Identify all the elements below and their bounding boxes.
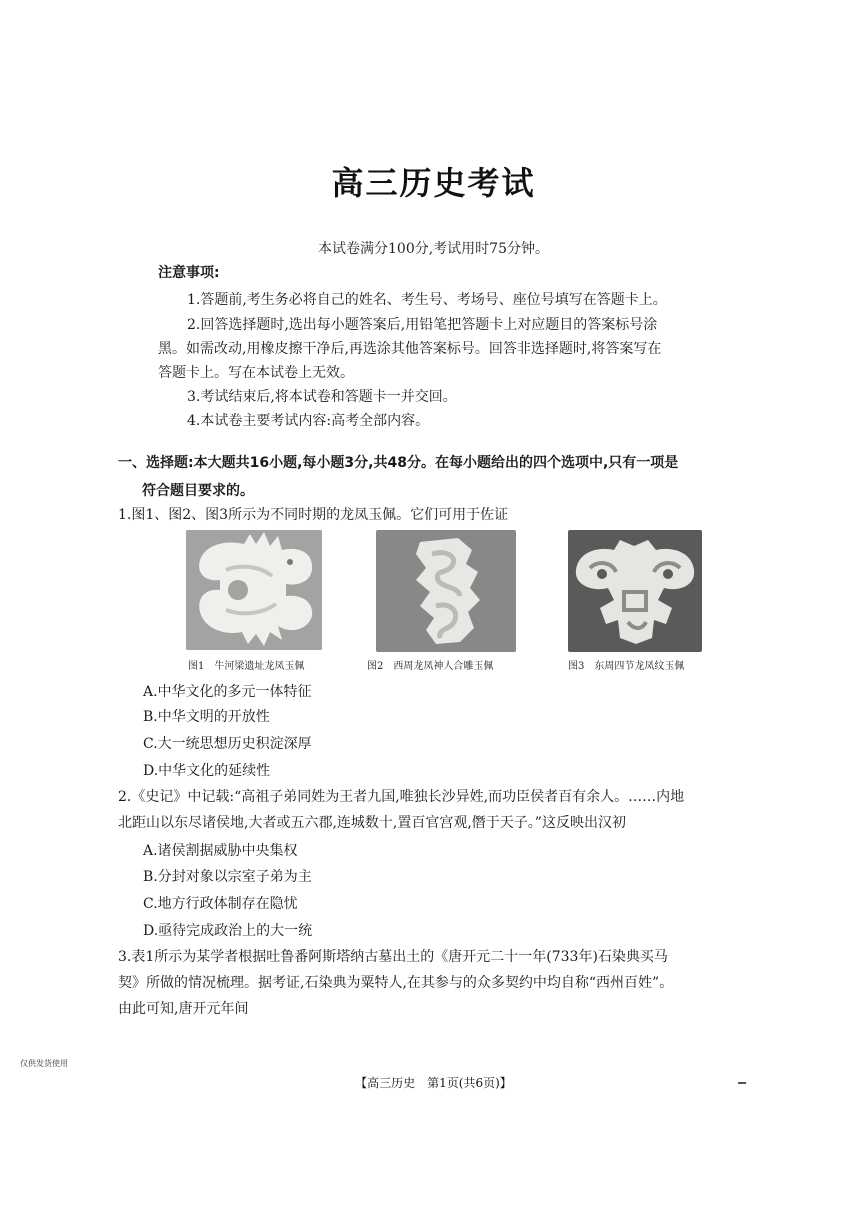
section-heading: [118, 449, 758, 505]
figure-2-caption: 图2 西周龙凤神人合雕玉佩: [367, 661, 494, 672]
page-footer: 【高三历史 第1页(共6页)】: [355, 1076, 512, 1090]
question-3-line-1: 3.表1所示为某学者根据吐鲁番阿斯塔纳古墓出土的《唐开元二十一年(733年)石染典买马: [118, 949, 668, 965]
figure-3-image: [568, 530, 702, 652]
notice-line-1: 1.答题前,考生务必将自己的姓名、考生号、考场号、座位号填写在答题卡上。: [187, 292, 667, 308]
q2-option-d: D.亟待完成政治上的大一统: [143, 923, 313, 939]
figure-2: [376, 530, 516, 652]
notice-line-6: 4.本试卷主要考试内容:高考全部内容。: [187, 413, 430, 429]
q2-option-b: B.分封对象以宗室子弟为主: [143, 869, 312, 885]
q1-option-b: B.中华文明的开放性: [143, 709, 270, 725]
figure-3-caption: 图3 东周四节龙凤纹玉佩: [568, 661, 685, 672]
q2-option-a: A.诸侯割据威胁中央集权: [143, 843, 298, 859]
figure-2-image: [376, 530, 516, 652]
q1-option-a: A.中华文化的多元一体特征: [143, 684, 312, 700]
figure-1: [186, 530, 322, 650]
notice-heading: 注意事项:: [158, 265, 220, 281]
q1-option-c: C.大一统思想历史积淀深厚: [143, 736, 312, 752]
q1-option-d: D.中华文化的延续性: [143, 763, 271, 779]
question-2-line-2: 北距山以东尽诸侯地,大者或五六郡,连城数十,置百官宫观,僭于天子。”这反映出汉初: [118, 815, 626, 831]
figure-1-image: [186, 530, 322, 650]
footer-note: 仅供发货使用: [20, 1059, 68, 1068]
section-line-1: 一、选择题:本大题共16小题,每小题3分,共48分。在每小题给出的四个选项中,只有一项是: [118, 455, 679, 471]
figure-3: [568, 530, 702, 652]
exam-title: 高三历史考试: [331, 164, 536, 202]
question-3-line-3: 由此可知,唐开元年间: [118, 1001, 249, 1017]
question-2-line-1: 2.《史记》中记载:“高祖子弟同姓为王者九国,唯独长沙异姓,而功臣侯者百有余人。……内地: [118, 789, 685, 805]
exam-subtitle: 本试卷满分100分,考试用时75分钟。: [318, 241, 549, 257]
question-3-line-2: 契》所做的情况梳理。据考证,石染典为粟特人,在其参与的众多契约中均自称“西州百姓”。: [118, 975, 674, 991]
notice-line-3: 黑。如需改动,用橡皮擦干净后,再选涂其他答案标号。回答非选择题时,将答案写在: [158, 341, 662, 357]
q2-option-c: C.地方行政体制存在隐忧: [143, 896, 298, 912]
figure-1-caption: 图1 牛河梁遗址龙凤玉佩: [188, 661, 305, 672]
scan-mark: [738, 1082, 746, 1084]
question-1-stem: 1.图1、图2、图3所示为不同时期的龙凤玉佩。它们可用于佐证: [118, 507, 509, 523]
section-line-2: 符合题目要求的。: [142, 483, 254, 499]
notice-line-4: 答题卡上。写在本试卷上无效。: [158, 365, 354, 381]
notice-line-2: 2.回答选择题时,选出每小题答案后,用铅笔把答题卡上对应题目的答案标号涂: [187, 317, 658, 333]
notice-line-5: 3.考试结束后,将本试卷和答题卡一并交回。: [187, 389, 457, 405]
